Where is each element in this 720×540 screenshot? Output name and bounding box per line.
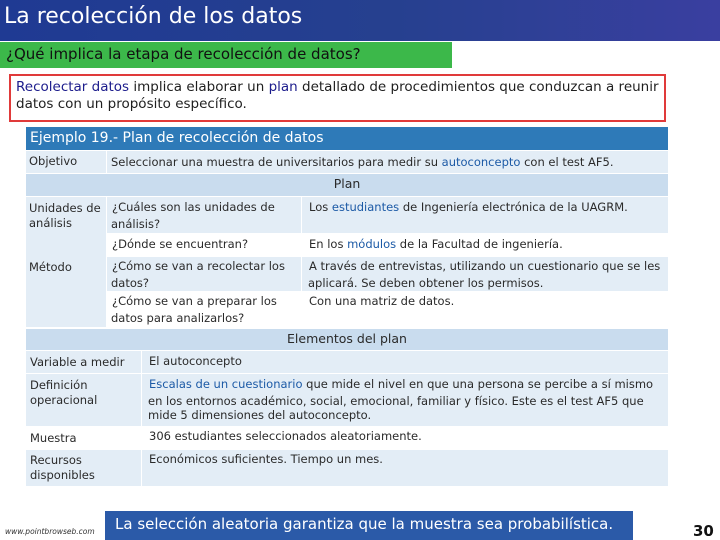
definition-text-2: detallado de procedimientos que conduzcan a reunir datos con un propósito específico. [16,79,659,112]
plan-question-cell [107,234,301,256]
element-label-cell [26,450,141,486]
plan-question-cell [107,292,301,327]
objetivo-label-cell [26,151,106,173]
element-label: Definición operacional [30,378,98,407]
element-text: El autoconcepto [149,354,242,368]
element-label-cell [26,427,141,449]
definition-box [9,74,666,122]
plan-question: ¿Cuáles son las unidades de análisis? [111,200,275,231]
objetivo-text-2: con el test AF5. [520,155,614,169]
plan-answer: Con una matriz de datos. [309,294,455,308]
conclusion-banner: La selección aleatoria garantiza que la muestra sea probabilística. [105,511,633,540]
element-label-cell [26,374,141,426]
element-label: Variable a medir [30,355,125,369]
objetivo-text-1: Seleccionar una muestra de universitarios para medir su [111,155,442,169]
plan-answer: En los módulos de la Facultad de ingeniería. [309,237,563,251]
plan-row-label: Método [29,260,72,274]
definition-term: Recolectar datos [16,79,130,95]
element-text-cell [142,374,668,426]
plan-answer-cell [302,234,668,256]
plan-row-label: Unidades de análisis [29,201,101,230]
element-text-cell [142,427,668,449]
definition-text-1: implica elaborar un [129,79,269,95]
plan-question: ¿Cómo se van a preparar los datos para analizarlos? [111,294,277,325]
plan-question: ¿Cómo se van a recolectar los datos? [111,259,285,290]
element-label-cell [26,351,141,373]
elements-header: Elementos del plan [287,331,407,346]
plan-header-cell [26,174,668,196]
element-text: Económicos suficientes. Tiempo un mes. [149,452,383,466]
plan-question: ¿Dónde se encuentran? [112,237,249,251]
plan-answer-cell [302,292,668,327]
plan-answer-cell [302,257,668,291]
footer-url: www.pointbrowseb.com [5,527,95,536]
element-label: Recursos disponibles [30,453,95,482]
plan-answer: Los estudiantes de Ingeniería electrónica de la UAGRM. [309,200,628,214]
objetivo-label: Objetivo [29,154,78,168]
section-question: ¿Qué implica la etapa de recolección de datos? [0,42,452,68]
plan-row-label-cell [26,197,106,257]
plan-question-cell [107,257,301,291]
example-title: Ejemplo 19.- Plan de recolección de datos [26,127,668,150]
plan-answer: A través de entrevistas, utilizando un cuestionario que se les aplicará. Se deben obtener los permisos. [308,259,661,290]
element-label: Muestra [30,431,77,445]
page-number: 30 [693,522,714,540]
objetivo-highlight: autoconcepto [441,155,521,169]
page-title: La recolección de los datos [0,0,720,41]
plan-question-cell [107,197,301,233]
element-text-cell [142,351,668,373]
plan-row-label-cell [26,257,106,327]
element-text: Escalas de un cuestionario que mide el nivel en que una persona se percibe a sí mismo en los entornos académico, social, emocional, familiar y físico. Este es el test AF5 que mide 5 dimensiones del autoconcepto. [148,377,654,422]
objetivo-text [111,155,666,170]
plan-answer-cell [302,197,668,233]
plan-header: Plan [333,176,361,191]
element-text: 306 estudiantes seleccionados aleatoriamente. [149,429,422,443]
element-text-cell [142,450,668,486]
definition-plan-word: plan [268,79,298,95]
elements-header-cell [26,329,668,350]
objetivo-text-cell [107,151,668,173]
